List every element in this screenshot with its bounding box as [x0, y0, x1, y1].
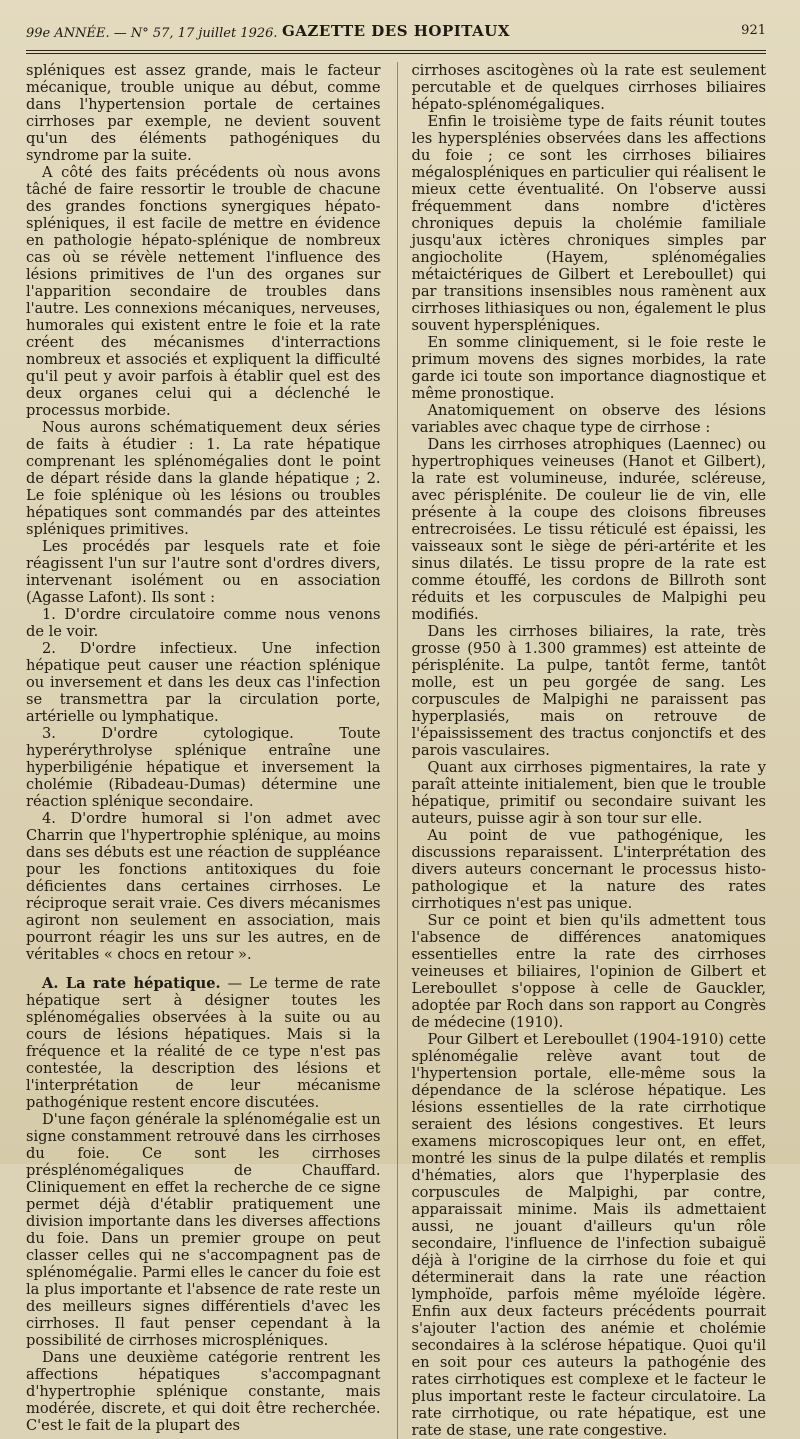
publication-title: GAZETTE DES HOPITAUX [281, 22, 510, 40]
paragraph [26, 810, 381, 963]
paragraph [26, 640, 381, 725]
paragraph [26, 164, 381, 419]
paragraph-text: Enfin le troisième type de faits réunit toutes les hypersplénies observées dans les affections du foie ; ce sont les cirrhoses biliaires mégalospléniques en particulier qui réalisent le mieux cette éventualité. On l'observe aussi fréquemment dans nombre d'ictères chroniques depuis la cholémie familiale jusqu'aux ictères chroniques simples par angiocholite (Hayem, splénomégalies métaictériques de Gilbert et Lereboullet) qui par transitions insensibles nous ramènent aux cirrhoses lithiasiques ou non, également le plus souvent hyperspléniques. [411, 113, 767, 334]
paragraph [412, 334, 767, 402]
paragraph [412, 623, 767, 759]
paragraph [26, 725, 381, 810]
paragraph [412, 912, 767, 1031]
issue-info: 99e ANNÉE. — N° 57, 17 juillet 1926. [26, 26, 278, 41]
paragraph [26, 975, 381, 1111]
paragraph-text: 1. D'ordre circulatoire comme nous venons de le voir. [26, 606, 381, 640]
paragraph-text: Quant aux cirrhoses pigmentaires, la rate y paraît atteinte initialement, bien que le trouble hépatique, primitif ou secondaire suivant les auteurs, puisse agir à son tour sur elle. [411, 759, 767, 827]
left-column [26, 62, 389, 1439]
paragraph-text: — Le terme de rate hépatique sert à désigner toutes les splénomégalies observées à la suite ou au cours de lésions hépatiques. Mais si la fréquence et la réalité de ce type n'est pas contestée, la description des lésions et l'interprétation de leur mécanisme pathogénique restent encore discutées. [26, 975, 381, 1111]
paragraph [26, 606, 381, 640]
page-header [26, 14, 766, 41]
paragraph-text: spléniques est assez grande, mais le facteur mécanique, trouble unique au début, comme dans l'hypertension portale de certaines cirrhoses par exemple, ne devient souvent qu'un des éléments pathogéniques du syndrome par la suite. [26, 62, 381, 164]
paragraph-text: Dans une deuxième catégorie rentrent les affections hépatiques s'accompagnant d'hypertrophie splénique constante, mais modérée, discrete, et qui doit être recherchée. C'est le fait de la plupart des [26, 1349, 381, 1434]
paragraph [26, 1111, 381, 1349]
paragraph-text: Pour Gilbert et Lereboullet (1904-1910) cette splénomégalie relève avant tout de l'hypertension portale, elle-même sous la dépendance de la sclérose hépatique. Les lésions essentielles de la rate cirrhotique seraient des lésions congestives. Et leurs examens microscopiques leur ont, en effet, montré les sinus de la pulpe dilatés et remplis d'hématies, alors que l'hyperplasie des corpuscules de Malpighi, par contre, apparaissait minime. Mais ils admettaient aussi, ne jouant d'ailleurs qu'un rôle secondaire, l'influence de l'infection subaiguë déjà à l'origine de la cirrhose du foie et qui déterminerait dans la rate une réaction lymphoïde, parfois même myéloïde légère. Enfin aux deux facteurs précédents pourrait s'ajouter l'action des anémie et cholémie secondaires à la sclérose hépatique. Quoi qu'il en soit pour ces auteurs la pathogénie des rates cirrhotiques est complexe et le facteur le plus important reste le facteur circulatoire. La rate cirrhotique, ou rate hépatique, est une rate de stase, une rate congestive. [411, 1031, 767, 1439]
page-number: 921 [741, 23, 766, 38]
paragraph [412, 62, 767, 113]
paragraph-text: cirrhoses ascitogènes où la rate est seulement percutable et de quelques cirrhoses biliaires hépato-splénomégaliques. [411, 62, 767, 113]
paragraph-text: 3. D'ordre cytologique. Toute hyperérythrolyse splénique entraîne une hyperbiligénie hépatique et inversement la cholémie (Ribadeau-Dumas) détermine une réaction splénique secondaire. [26, 725, 381, 810]
paragraph [412, 1031, 767, 1439]
paragraph [26, 62, 381, 164]
right-column [406, 62, 767, 1439]
paragraph [412, 827, 767, 912]
paragraph-text: Les procédés par lesquels rate et foie réagissent l'un sur l'autre sont d'ordres divers, intervenant isolément ou en association (Agasse Lafont). Ils sont : [26, 538, 381, 606]
paragraph-text: Sur ce point et bien qu'ils admettent tous l'absence de différences anatomiques essentielles entre la rate des cirrhoses veineuses et biliaires, l'opinion de Gilbert et Lereboullet s'oppose à celle de Gauckler, adoptée par Roch dans son rapport au Congrès de médecine (1910). [411, 912, 767, 1031]
paragraph-text: En somme cliniquement, si le foie reste le primum movens des signes morbides, la rate garde ici toute son importance diagnostique et même pronostique. [411, 334, 767, 402]
paragraph-text: 4. D'ordre humoral si l'on admet avec Charrin que l'hypertrophie splénique, au moins dans ses débuts est une réaction de suppléance pour les fonctions antitoxiques du foie déficientes dans certaines cirrhoses. Le réciproque serait vraie. Ces divers mécanismes agiront non seulement en association, mais pourront réagir les uns sur les autres, en de véritables « chocs en retour ». [26, 810, 381, 963]
paragraph-text: Au point de vue pathogénique, les discussions reparaissent. L'interprétation des divers auteurs concernant le processus histo-pathologique et la nature des rates cirrhotiques n'est pas unique. [411, 827, 767, 912]
paragraph-text: D'une façon générale la splénomégalie est un signe constamment retrouvé dans les cirrhoses du foie. Ce sont les cirrhoses présplénomégaliques de Chauffard. Cliniquement en effet la recherche de ce signe permet déjà d'établir pratiquement une division importante dans les diverses affections du foie. Dans un premier groupe on peut classer celles qui ne s'accompagnent pas de splénomégalie. Parmi elles le cancer du foie est la plus importante et l'absence de rate reste un des meilleurs signes différentiels d'avec les cirrhoses. Il faut penser cependant à la possibilité de cirrhoses microspléniques. [26, 1111, 381, 1349]
paragraph [412, 402, 767, 436]
paragraph-text: A côté des faits précédents où nous avons tâché de faire ressortir le trouble de chacune des grandes fonctions synergiques hépato-spléniques, il est facile de mettre en évidence en pathologie hépato-splénique de nombreux cas où se révèle nettement l'influence des lésions primitives de l'un des organes sur l'apparition secondaire de troubles dans l'autre. Les connexions mécaniques, nerveuses, humorales qui existent entre le foie et la rate créent des mécanismes d'interractions nombreux et associés et expliquent la difficulté qu'il peut y avoir parfois à établir quel est des deux organes celui qui a déclenché le processus morbide. [26, 164, 381, 419]
text-columns [26, 62, 766, 1439]
paragraph [412, 436, 767, 623]
paragraph [26, 1349, 381, 1434]
paragraph [412, 113, 767, 334]
paragraph [26, 419, 381, 538]
paragraph [26, 538, 381, 606]
paragraph [412, 759, 767, 827]
section-heading: A. La rate hépatique. [42, 975, 221, 992]
paragraph-text: Dans les cirrhoses atrophiques (Laennec) ou hypertrophiques veineuses (Hanot et Gilbert), la rate est volumineuse, indurée, scléreuse, avec périsplénite. De couleur lie de vin, elle présente à la coupe des cloisons fibreuses entrecroisées. Le tissu réticulé est épaissi, les vaisseaux sont le siège de péri-artérite et les sinus dilatés. Le tissu propre de la rate est comme étouffé, les cordons de Billroth sont réduits et les corpuscules de Malpighi peu modifiés. [411, 436, 767, 623]
paragraph-text: 2. D'ordre infectieux. Une infection hépatique peut causer une réaction splénique ou inversement et dans les deux cas l'infection se transmettra par la circulation porte, artérielle ou lymphatique. [26, 640, 381, 725]
paragraph-text: Dans les cirrhoses biliaires, la rate, très grosse (950 à 1.300 grammes) est atteinte de périsplénite. La pulpe, tantôt ferme, tantôt molle, est un peu gorgée de sang. Les corpuscules de Malpighi ne paraissent pas hyperplasiés, mais on retrouve de l'épaississement des tractus conjonctifs et des parois vasculaires. [411, 623, 767, 759]
paragraph-text: Anatomiquement on observe des lésions variables avec chaque type de cirrhose : [411, 402, 767, 436]
column-divider [397, 62, 398, 1439]
header-rule [26, 50, 766, 54]
paragraph-text: Nous aurons schématiquement deux séries de faits à étudier : 1. La rate hépatique comprenant les splénomégalies dont le point de départ réside dans la glande hépatique ; 2. Le foie splénique où les lésions ou troubles hépatiques sont commandés par des atteintes spléniques primitives. [26, 419, 381, 538]
